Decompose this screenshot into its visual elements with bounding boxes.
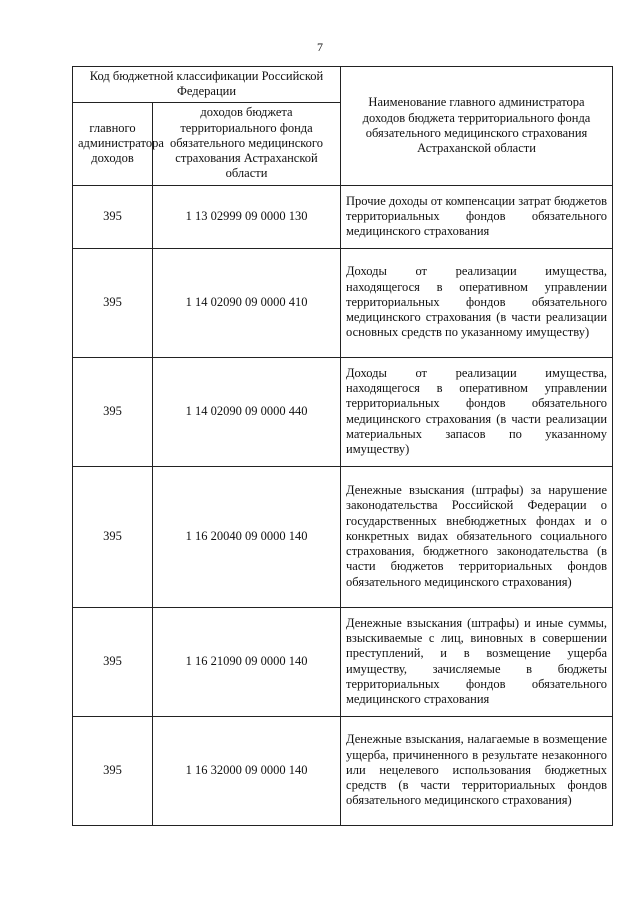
- table-row: [73, 248, 613, 357]
- administrator-code: 395: [73, 716, 153, 825]
- table-header-row: [73, 67, 613, 103]
- header-administrator-name: Наименование главного администратора доходов бюджета территориального фонда обязательного медицинского страхования Астраханской области: [341, 67, 613, 186]
- income-name: Доходы от реализации имущества, находящегося в оперативном управлении территориальных фондов обязательного медицинского страхования (в части реализации основных средств по указанному имуществу): [341, 248, 613, 357]
- table-row: [73, 716, 613, 825]
- income-name: Доходы от реализации имущества, находящегося в оперативном управлении территориальных фондов обязательного медицинского страхования (в части реализации материальных запасов по указанному имуществу): [341, 357, 613, 466]
- administrator-code: 395: [73, 357, 153, 466]
- page-number: 7: [317, 40, 323, 54]
- administrator-code: 395: [73, 466, 153, 607]
- income-code: 1 16 32000 09 0000 140: [153, 716, 341, 825]
- table-row: [73, 357, 613, 466]
- income-name: Денежные взыскания (штрафы) за нарушение законодательства Российской Федерации о государственных внебюджетных фондах и о конкретных видах обязательного социального страхования, бюджетного законодательства (в части бюджетов территориальных фондов обязательного медицинского страхования): [341, 466, 613, 607]
- administrator-code: 395: [73, 185, 153, 248]
- income-name: Прочие доходы от компенсации затрат бюджетов территориальных фондов обязательного медицинского страхования: [341, 185, 613, 248]
- header-main-administrator: главного администратора доходов: [73, 102, 153, 185]
- income-name: Денежные взыскания, налагаемые в возмещение ущерба, причиненного в результате незаконного или нецелевого использования бюджетных средств (в части территориальных фондов обязательного медицинского страхования): [341, 716, 613, 825]
- income-name: Денежные взыскания (штрафы) и иные суммы, взыскиваемые с лиц, виновных в совершении преступлений, и в возмещение ущерба имуществу, зачисляемые в бюджеты территориальных фондов обязательного медицинского страхования: [341, 607, 613, 716]
- header-fund-income: доходов бюджета территориального фонда обязательного медицинского страхования Астраханской области: [153, 102, 341, 185]
- administrator-code: 395: [73, 607, 153, 716]
- budget-classification-table: [72, 66, 613, 826]
- table-row: [73, 607, 613, 716]
- income-code: 1 16 20040 09 0000 140: [153, 466, 341, 607]
- income-code: 1 14 02090 09 0000 410: [153, 248, 341, 357]
- table-row: [73, 185, 613, 248]
- income-code: 1 14 02090 09 0000 440: [153, 357, 341, 466]
- income-code: 1 13 02999 09 0000 130: [153, 185, 341, 248]
- administrator-code: 395: [73, 248, 153, 357]
- header-classification-code: Код бюджетной классификации Российской Федерации: [73, 67, 341, 103]
- income-code: 1 16 21090 09 0000 140: [153, 607, 341, 716]
- table-row: [73, 466, 613, 607]
